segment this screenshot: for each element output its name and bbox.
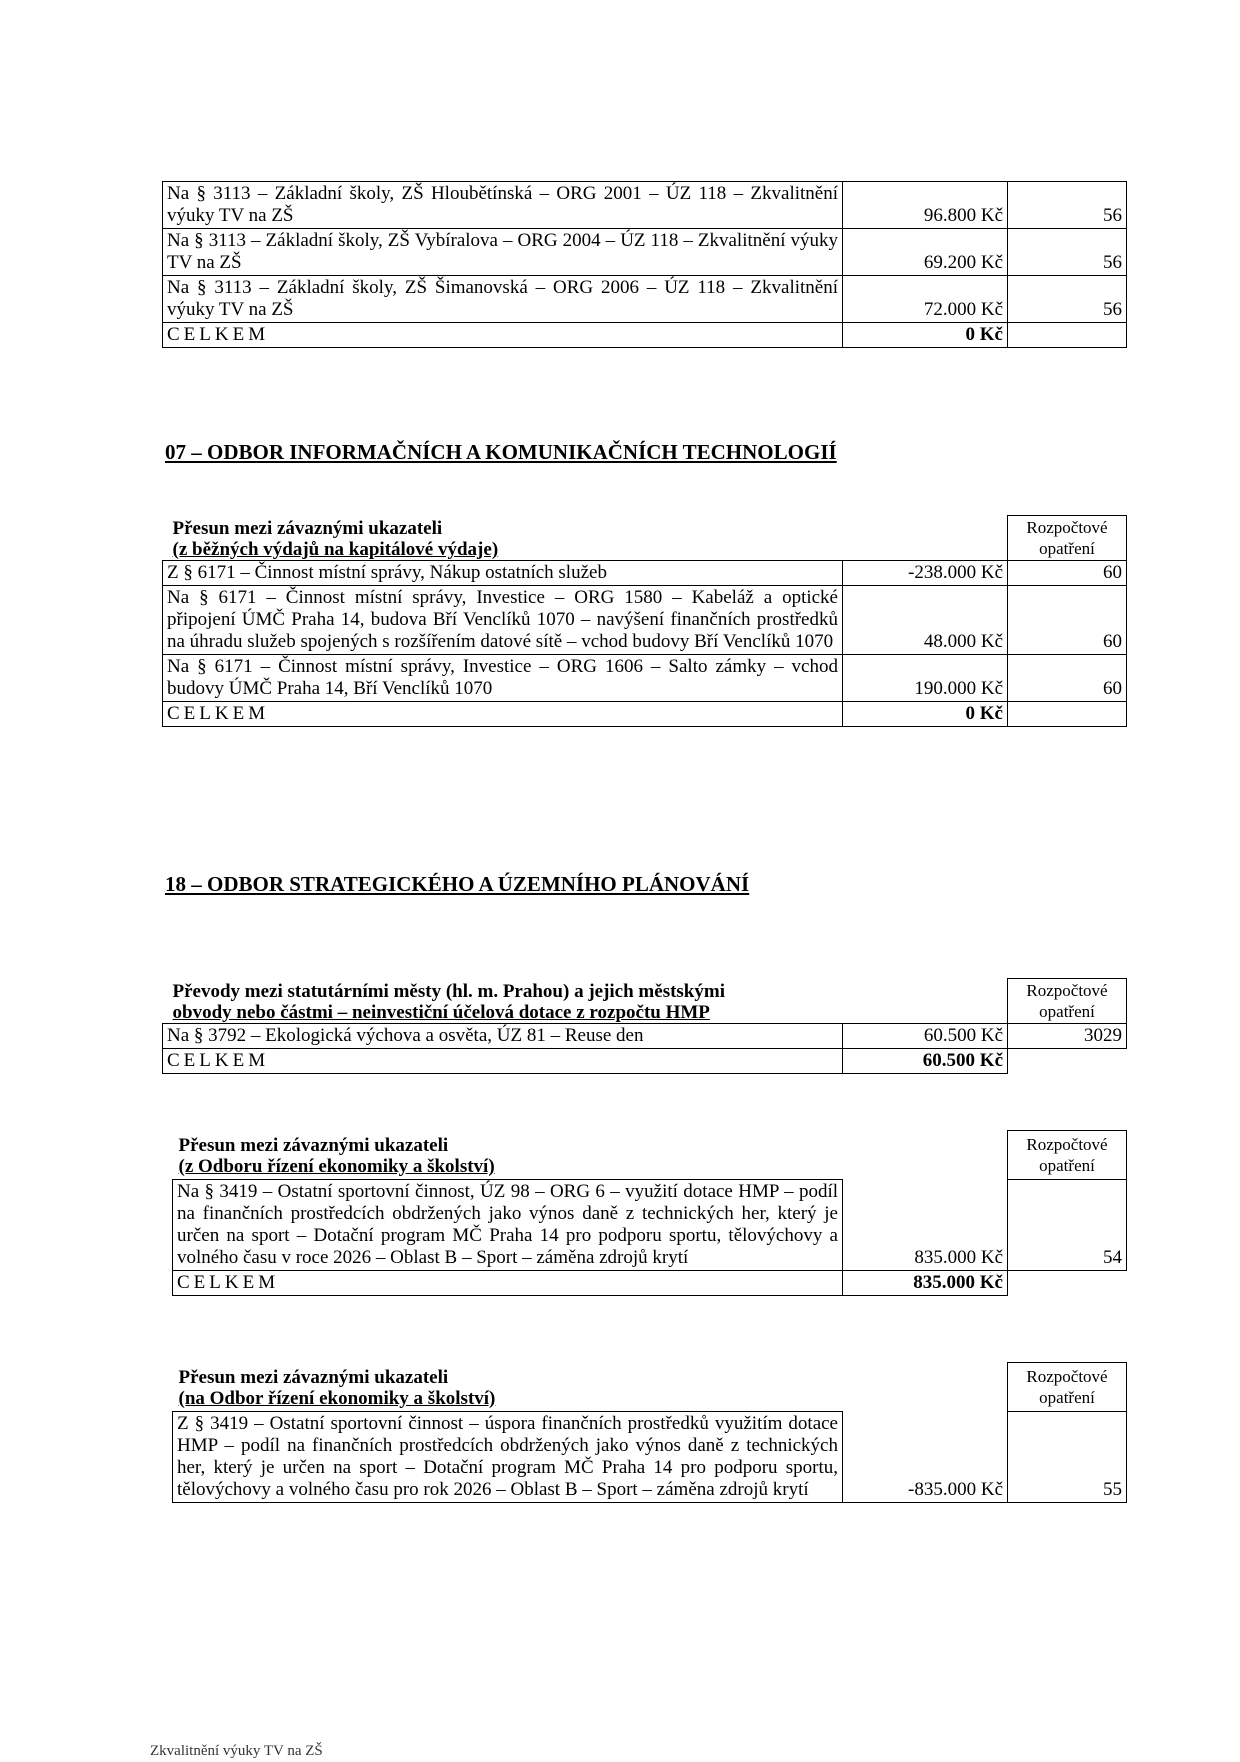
row-desc: Na § 3419 – Ostatní sportovní činnost, ÚZ 98 – ORG 6 – využití dotace HMP – podíl na finančních prostředcích obdržených jako výnos daně z technických her, který je určen na sport – Dotační program MČ Praha 14 pro podporu sportu, tělovýchovy a volného času v roce 2026 – Oblast B – Sport – záměna zdrojů krytí xyxy=(173,1180,843,1271)
row-desc: Z § 3419 – Ostatní sportovní činnost – úspora finančních prostředků využitím dotace HMP – podíl na finančních prostředcích obdržených jako výnos daně z technických her, který je určen na sport – Dotační program MČ Praha 14 pro podporu sportu, tělovýchovy a volného času pro rok 2026 – Oblast B – Sport – záměna zdrojů krytí xyxy=(173,1412,843,1503)
table-title-line1: Převody mezi statutárními městy (hl. m. Prahou) a jejich městskými xyxy=(172,981,725,1002)
table-row xyxy=(163,655,1127,702)
row-amount: 69.200 Kč xyxy=(843,229,1008,276)
row-amount: 48.000 Kč xyxy=(843,586,1008,655)
row-amount: 60.500 Kč xyxy=(843,1024,1008,1049)
row-desc: Na § 3113 – Základní školy, ZŠ Vybíralova – ORG 2004 – ÚZ 118 – Zkvalitnění výuky TV na ZŠ xyxy=(163,229,843,276)
row-ro: 3029 xyxy=(1008,1024,1127,1049)
row-ro: 56 xyxy=(1008,182,1127,229)
table-title-line2: (z běžných výdajů na kapitálové výdaje) xyxy=(172,539,499,560)
row-ro: 60 xyxy=(1008,561,1127,586)
row-ro: 55 xyxy=(1008,1412,1127,1503)
row-ro: 56 xyxy=(1008,229,1127,276)
total-ro-empty xyxy=(1008,702,1127,727)
table-title-line1: Přesun mezi závaznými ukazateli xyxy=(172,518,443,539)
row-ro: 56 xyxy=(1008,276,1127,323)
table-row xyxy=(163,276,1127,323)
row-desc: Na § 3113 – Základní školy, ZŠ Šimanovská – ORG 2006 – ÚZ 118 – Zkvalitnění výuky TV na ZŠ xyxy=(163,276,843,323)
section-heading-07: 07 – ODBOR INFORMAČNÍCH A KOMUNIKAČNÍCH TECHNOLOGIÍ xyxy=(165,440,837,464)
table-row xyxy=(163,182,1127,229)
footer-cut-text: Zkvalitnění výuky TV na ZŠ xyxy=(150,1743,323,1759)
table-row xyxy=(163,1024,1127,1049)
row-ro: 60 xyxy=(1008,586,1127,655)
table-title xyxy=(179,1367,1004,1409)
row-desc: Na § 3113 – Základní školy, ZŠ Hloubětínská – ORG 2001 – ÚZ 118 – Zkvalitnění výuky TV na ZŠ xyxy=(163,182,843,229)
total-label: CELKEM xyxy=(173,1271,843,1296)
row-desc: Na § 6171 – Činnost místní správy, Investice – ORG 1580 – Kabeláž a optické připojení ÚMČ Praha 14, budova Bří Venclíků 1070 – navýšení finančních prostředků na úhradu služeb spojených s rozšířením datové sítě – vchod budovy Bří Venclíků 1070 xyxy=(163,586,843,655)
row-amount: 72.000 Kč xyxy=(843,276,1008,323)
row-desc: Na § 6171 – Činnost místní správy, Investice – ORG 1606 – Salto zámky – vchod budovy ÚMČ Praha 14, Bří Venclíků 1070 xyxy=(163,655,843,702)
section-heading-18: 18 – ODBOR STRATEGICKÉHO A ÚZEMNÍHO PLÁNOVÁNÍ xyxy=(165,872,750,896)
table-row xyxy=(163,586,1127,655)
table-header-row xyxy=(173,1363,1127,1412)
section07-table xyxy=(162,515,1127,727)
section18-table-z-odboru xyxy=(172,1130,1127,1296)
table-title xyxy=(173,981,1004,1023)
table-title xyxy=(173,518,1004,560)
total-amount: 835.000 Kč xyxy=(843,1271,1008,1296)
table-header-row xyxy=(163,979,1127,1024)
ro-header: Rozpočtové opatření xyxy=(1008,1131,1127,1180)
table-title-line2: obvody nebo částmi – neinvestiční účelová dotace z rozpočtu HMP xyxy=(172,1002,710,1023)
total-row xyxy=(163,1049,1127,1074)
total-amount: 0 Kč xyxy=(843,323,1008,348)
table-header-row xyxy=(163,516,1127,561)
total-amount: 0 Kč xyxy=(843,702,1008,727)
table-row xyxy=(163,561,1127,586)
table-title xyxy=(179,1135,1004,1177)
table-title-line2: (z Odboru řízení ekonomiky a školství) xyxy=(178,1156,495,1177)
total-label: CELKEM xyxy=(163,702,843,727)
row-desc: Z § 6171 – Činnost místní správy, Nákup ostatních služeb xyxy=(163,561,843,586)
total-amount: 60.500 Kč xyxy=(843,1049,1008,1074)
section18-table-na-odbor xyxy=(172,1362,1127,1503)
table-title-line1: Přesun mezi závaznými ukazateli xyxy=(178,1135,449,1156)
row-ro: 60 xyxy=(1008,655,1127,702)
ro-header: Rozpočtové opatření xyxy=(1008,516,1127,561)
ro-header: Rozpočtové opatření xyxy=(1008,1363,1127,1412)
total-ro-empty xyxy=(1008,1271,1127,1296)
ro-header: Rozpočtové opatření xyxy=(1008,979,1127,1024)
total-label: CELKEM xyxy=(163,1049,843,1074)
total-label: CELKEM xyxy=(163,323,843,348)
row-amount: 835.000 Kč xyxy=(843,1180,1008,1271)
table-title-line2: (na Odbor řízení ekonomiky a školství) xyxy=(178,1388,496,1409)
total-row xyxy=(173,1271,1127,1296)
row-amount: 96.800 Kč xyxy=(843,182,1008,229)
table-zs-tv xyxy=(162,181,1127,348)
table-header-row xyxy=(173,1131,1127,1180)
total-row xyxy=(163,323,1127,348)
table-row xyxy=(173,1180,1127,1271)
row-desc: Na § 3792 – Ekologická výchova a osvěta, ÚZ 81 – Reuse den xyxy=(163,1024,843,1049)
total-ro-empty xyxy=(1008,1049,1127,1074)
row-ro: 54 xyxy=(1008,1180,1127,1271)
row-amount: -835.000 Kč xyxy=(843,1412,1008,1503)
table-row xyxy=(173,1412,1127,1503)
row-amount: 190.000 Kč xyxy=(843,655,1008,702)
row-amount: -238.000 Kč xyxy=(843,561,1008,586)
section18-table-hmp xyxy=(162,978,1127,1074)
total-row xyxy=(163,702,1127,727)
total-ro-empty xyxy=(1008,323,1127,348)
table-title-line1: Přesun mezi závaznými ukazateli xyxy=(178,1367,449,1388)
table-row xyxy=(163,229,1127,276)
